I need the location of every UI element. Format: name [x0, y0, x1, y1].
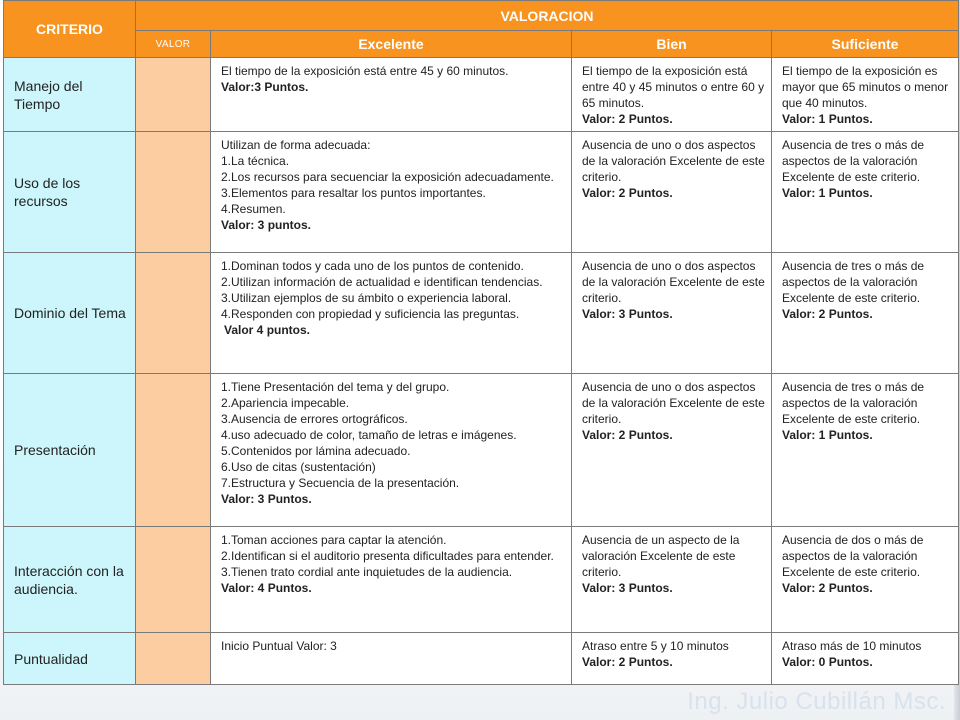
rubric-row — [4, 132, 959, 253]
header-row-top — [4, 1, 959, 31]
points-value: Valor: 3 Puntos. — [582, 581, 673, 595]
criterion-line: Ausencia de uno o dos aspectos de la valoración Excelente de este criterio. — [582, 259, 765, 305]
criterion-name: Presentación — [4, 374, 136, 527]
points-value: Valor: 3 Puntos. — [582, 307, 673, 321]
rubric-row — [4, 374, 959, 527]
points-value: Valor 4 puntos. — [224, 323, 311, 337]
rubric-row — [4, 633, 959, 685]
header-excelente: Excelente — [211, 31, 572, 58]
bien-cell — [572, 253, 772, 374]
criterion-line: 2.Utilizan información de actualidad e identifican tendencias. — [221, 275, 543, 289]
rubric-row — [4, 253, 959, 374]
excelente-cell — [211, 633, 572, 685]
criterion-line: 2.Apariencia impecable. — [221, 396, 350, 410]
criterion-line: Ausencia de uno o dos aspectos de la valoración Excelente de este criterio. — [582, 380, 765, 426]
points-value: Valor: 1 Puntos. — [782, 186, 873, 200]
valor-cell — [136, 58, 211, 132]
excelente-cell — [211, 58, 572, 132]
excelente-cell — [211, 253, 572, 374]
rubric-table — [3, 0, 959, 685]
header-valor: VALOR — [136, 31, 211, 58]
header-criterio: CRITERIO — [4, 1, 136, 58]
header-valoracion: VALORACION — [136, 1, 959, 31]
criterion-line: 6.Uso de citas (sustentación) — [221, 460, 376, 474]
rubric-body — [4, 58, 959, 685]
criterion-line: Ausencia de un aspecto de la valoración Excelente de este criterio. — [582, 533, 740, 579]
criterion-line: Utilizan de forma adecuada: — [221, 138, 371, 152]
criterion-line: 2.Identifican si el auditorio presenta dificultades para entender. — [221, 549, 554, 563]
valor-cell — [136, 633, 211, 685]
criterion-line: Ausencia de tres o más de aspectos de la valoración Excelente de este criterio. — [782, 380, 925, 426]
excelente-cell — [211, 132, 572, 253]
excelente-cell — [211, 374, 572, 527]
criterion-line: El tiempo de la exposición está entre 40 y 45 minutos o entre 60 y 65 minutos. — [582, 64, 765, 110]
points-value: Valor: 3 puntos. — [221, 218, 312, 232]
criterion-line: 1.La técnica. — [221, 154, 290, 168]
criterion-line: 4.Responden con propiedad y suficiencia las preguntas. — [221, 307, 520, 321]
bien-cell — [572, 374, 772, 527]
rubric-row — [4, 527, 959, 633]
criterion-line: El tiempo de la exposición está entre 45 y 60 minutos. — [221, 64, 509, 78]
author-watermark: Ing. Julio Cubillán Msc. — [687, 688, 946, 715]
valor-cell — [136, 132, 211, 253]
bien-cell — [572, 58, 772, 132]
criterion-line: 4.Resumen. — [221, 202, 286, 216]
criterion-line: 3.Tienen trato cordial ante inquietudes de la audiencia. — [221, 565, 513, 579]
criterion-line: 2.Los recursos para secuenciar la exposición adecuadamente. — [221, 170, 554, 184]
criterion-name: Dominio del Tema — [4, 253, 136, 374]
criterion-line: Ausencia de dos o más de aspectos de la valoración Excelente de este criterio. — [782, 533, 924, 579]
points-value: Valor: 2 Puntos. — [582, 186, 673, 200]
criterion-line: 1.Dominan todos y cada uno de los puntos de contenido. — [221, 259, 524, 273]
suficiente-cell — [772, 633, 959, 685]
points-value: Valor:3 Puntos. — [221, 80, 309, 94]
points-value: Valor: 2 Puntos. — [782, 307, 873, 321]
criterion-line: Ausencia de uno o dos aspectos de la valoración Excelente de este criterio. — [582, 138, 765, 184]
criterion-line: 3.Elementos para resaltar los puntos importantes. — [221, 186, 486, 200]
criterion-line: Ausencia de tres o más de aspectos de la valoración Excelente de este criterio. — [782, 259, 925, 305]
criterion-name: Uso de los recursos — [4, 132, 136, 253]
criterion-line: Ausencia de tres o más de aspectos de la valoración Excelente de este criterio. — [782, 138, 925, 184]
criterion-line: 1.Toman acciones para captar la atención. — [221, 533, 447, 547]
criterion-line: 3.Utilizan ejemplos de su ámbito o experiencia laboral. — [221, 291, 512, 305]
header-bien: Bien — [572, 31, 772, 58]
rubric-row — [4, 58, 959, 132]
suficiente-cell — [772, 132, 959, 253]
excelente-cell — [211, 527, 572, 633]
points-value: Valor: 2 Puntos. — [582, 112, 673, 126]
criterion-name: Interacción con la audiencia. — [4, 527, 136, 633]
criterion-line: 1.Tiene Presentación del tema y del grupo. — [221, 380, 450, 394]
points-value: Valor: 2 Puntos. — [582, 428, 673, 442]
suficiente-cell — [772, 374, 959, 527]
criterion-line: Atraso entre 5 y 10 minutos — [582, 639, 729, 653]
points-value: Valor: 3 Puntos. — [221, 492, 312, 506]
criterion-line: 4.uso adecuado de color, tamaño de letras e imágenes. — [221, 428, 517, 442]
points-value: Valor: 4 Puntos. — [221, 581, 312, 595]
inline-text: Inicio Puntual — [221, 639, 294, 653]
criterion-line: Atraso más de 10 minutos — [782, 639, 922, 653]
criterion-line: 3.Ausencia de errores ortográficos. — [221, 412, 408, 426]
criterion-line: 7.Estructura y Secuencia de la presentación. — [221, 476, 460, 490]
valor-cell — [136, 374, 211, 527]
bien-cell — [572, 527, 772, 633]
points-value: Valor: 2 Puntos. — [782, 581, 873, 595]
points-value: Valor: 1 Puntos. — [782, 112, 873, 126]
suficiente-cell — [772, 58, 959, 132]
suficiente-cell — [772, 253, 959, 374]
points-value: Valor: 1 Puntos. — [782, 428, 873, 442]
header-row-levels — [4, 31, 959, 58]
header-suficiente: Suficiente — [772, 31, 959, 58]
valor-cell — [136, 253, 211, 374]
criterion-name: Puntualidad — [4, 633, 136, 685]
points-value: Valor: 2 Puntos. — [582, 655, 673, 669]
suficiente-cell — [772, 527, 959, 633]
bien-cell — [572, 633, 772, 685]
criterion-line — [221, 638, 565, 654]
bien-cell — [572, 132, 772, 253]
criterion-line: 5.Contenidos por lámina adecuado. — [221, 444, 411, 458]
points-value: Valor: 0 Puntos. — [782, 655, 873, 669]
criterion-name: Manejo del Tiempo — [4, 58, 136, 132]
criterion-line: El tiempo de la exposición es mayor que 65 minutos o menor que 40 minutos. — [782, 64, 949, 110]
inline-value: Valor: 3 — [296, 639, 337, 653]
valor-cell — [136, 527, 211, 633]
